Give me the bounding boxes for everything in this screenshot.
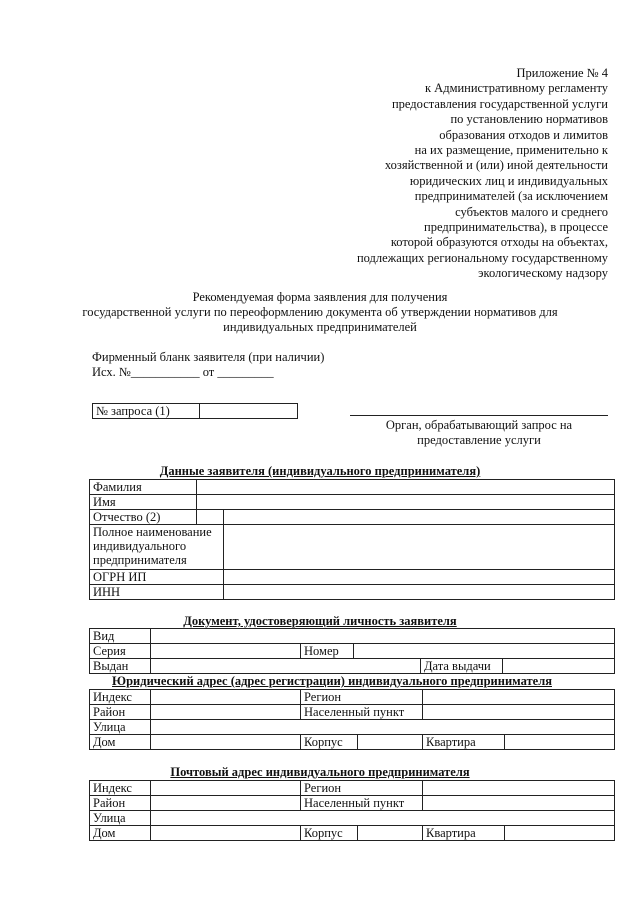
header-line: юридических лиц и индивидуальных bbox=[409, 173, 608, 188]
name-label: Имя bbox=[90, 495, 197, 510]
header-line: предпринимателей (за исключением bbox=[414, 189, 608, 204]
postal-apartment-label: Квартира bbox=[423, 826, 505, 841]
request-number-label: № запроса (1) bbox=[93, 404, 200, 419]
legal-street-field[interactable] bbox=[151, 720, 615, 735]
form-title-line: Рекомендуемая форма заявления для получения bbox=[192, 290, 448, 304]
postal-region-field[interactable] bbox=[423, 781, 615, 796]
fullname-field[interactable] bbox=[224, 525, 615, 570]
ogrn-field[interactable] bbox=[224, 570, 615, 585]
postal-street-label: Улица bbox=[90, 811, 151, 826]
letterhead-label: Фирменный бланк заявителя (при наличии) bbox=[92, 350, 325, 364]
header-line: Приложение № 4 bbox=[516, 66, 608, 80]
legal-house-field[interactable] bbox=[151, 735, 301, 750]
postal-locality-label: Населенный пункт bbox=[301, 796, 423, 811]
header-line: по установлению нормативов bbox=[450, 112, 608, 127]
request-number-field[interactable] bbox=[200, 404, 298, 419]
doc-issued-field[interactable] bbox=[151, 659, 421, 674]
ogrn-label: ОГРН ИП bbox=[90, 570, 224, 585]
legal-locality-field[interactable] bbox=[423, 705, 615, 720]
applicant-section-title: Данные заявителя (индивидуального предпринимателя) bbox=[159, 464, 481, 478]
fullname-label-line: Полное наименование bbox=[93, 525, 212, 539]
header-line: на их размещение, применительно к bbox=[414, 143, 608, 158]
legal-house-label: Дом bbox=[90, 735, 151, 750]
postal-district-field[interactable] bbox=[151, 796, 301, 811]
form-title-line: индивидуальных предпринимателей bbox=[223, 320, 417, 334]
postal-street-field[interactable] bbox=[151, 811, 615, 826]
doc-type-field[interactable] bbox=[151, 629, 615, 644]
legal-address-section-title: Юридический адрес (адрес регистрации) индивидуального предпринимателя bbox=[112, 674, 552, 688]
id-doc-table bbox=[89, 628, 615, 674]
appendix-header bbox=[357, 66, 608, 282]
postal-locality-field[interactable] bbox=[423, 796, 615, 811]
doc-series-field[interactable] bbox=[151, 644, 301, 659]
postal-building-field[interactable] bbox=[358, 826, 423, 841]
legal-district-label: Район bbox=[90, 705, 151, 720]
doc-issued-label: Выдан bbox=[90, 659, 151, 674]
postal-address-section-title: Почтовый адрес индивидуального предпринимателя bbox=[170, 765, 470, 779]
patronymic-field-b[interactable] bbox=[224, 510, 615, 525]
request-number-table bbox=[92, 403, 298, 419]
postal-house-field[interactable] bbox=[151, 826, 301, 841]
legal-address-table bbox=[89, 689, 615, 750]
header-line: хозяйственной и (или) иной деятельности bbox=[384, 158, 608, 173]
legal-street-label: Улица bbox=[90, 720, 151, 735]
header-line: предпринимательства), в процессе bbox=[424, 220, 608, 235]
header-line: предоставления государственной услуги bbox=[391, 96, 608, 111]
header-line: образования отходов и лимитов bbox=[439, 127, 608, 142]
legal-building-label: Корпус bbox=[301, 735, 358, 750]
letterhead-block bbox=[92, 350, 324, 380]
fullname-label-line: индивидуального bbox=[93, 539, 187, 553]
doc-type-label: Вид bbox=[90, 629, 151, 644]
authority-caption bbox=[350, 418, 608, 448]
legal-apartment-label: Квартира bbox=[423, 735, 505, 750]
surname-label: Фамилия bbox=[90, 480, 197, 495]
patronymic-label: Отчество (2) bbox=[90, 510, 197, 525]
header-line: субъектов малого и среднего bbox=[455, 204, 608, 219]
legal-locality-label: Населенный пункт bbox=[301, 705, 423, 720]
legal-district-field[interactable] bbox=[151, 705, 301, 720]
outgoing-number[interactable]: Исх. №___________ от _________ bbox=[92, 365, 274, 379]
header-line: экологическому надзору bbox=[478, 266, 608, 281]
authority-caption-line: предоставление услуги bbox=[417, 433, 541, 447]
header-line: которой образуются отходы на объектах, bbox=[390, 235, 608, 250]
authority-line[interactable] bbox=[350, 415, 608, 416]
doc-number-field[interactable] bbox=[354, 644, 615, 659]
doc-issue-date-label: Дата выдачи bbox=[421, 659, 503, 674]
authority-caption-line: Орган, обрабатывающий запрос на bbox=[385, 418, 573, 432]
legal-region-label: Регион bbox=[301, 690, 423, 705]
inn-field[interactable] bbox=[224, 585, 615, 600]
legal-apartment-field[interactable] bbox=[505, 735, 615, 750]
postal-index-label: Индекс bbox=[90, 781, 151, 796]
doc-issue-date-field[interactable] bbox=[503, 659, 615, 674]
legal-region-field[interactable] bbox=[423, 690, 615, 705]
postal-district-label: Район bbox=[90, 796, 151, 811]
legal-index-field[interactable] bbox=[151, 690, 301, 705]
form-title-line: государственной услуги по переоформлению документа об утверждении нормативов для bbox=[82, 305, 558, 319]
postal-region-label: Регион bbox=[301, 781, 423, 796]
surname-field[interactable] bbox=[197, 480, 615, 495]
inn-label: ИНН bbox=[90, 585, 224, 600]
doc-series-label: Серия bbox=[90, 644, 151, 659]
postal-address-table bbox=[89, 780, 615, 841]
id-doc-section-title: Документ, удостоверяющий личность заявителя bbox=[183, 614, 457, 628]
name-field[interactable] bbox=[197, 495, 615, 510]
postal-index-field[interactable] bbox=[151, 781, 301, 796]
header-line: к Административному регламенту bbox=[424, 81, 608, 96]
legal-building-field[interactable] bbox=[358, 735, 423, 750]
form-title bbox=[0, 290, 640, 335]
postal-building-label: Корпус bbox=[301, 826, 358, 841]
postal-house-label: Дом bbox=[90, 826, 151, 841]
legal-index-label: Индекс bbox=[90, 690, 151, 705]
header-line: подлежащих региональному государственному bbox=[356, 250, 608, 265]
postal-apartment-field[interactable] bbox=[505, 826, 615, 841]
fullname-label-line: предпринимателя bbox=[93, 553, 187, 567]
doc-number-label: Номер bbox=[301, 644, 354, 659]
patronymic-field-a[interactable] bbox=[197, 510, 224, 525]
fullname-label bbox=[90, 525, 224, 570]
applicant-table bbox=[89, 479, 615, 600]
